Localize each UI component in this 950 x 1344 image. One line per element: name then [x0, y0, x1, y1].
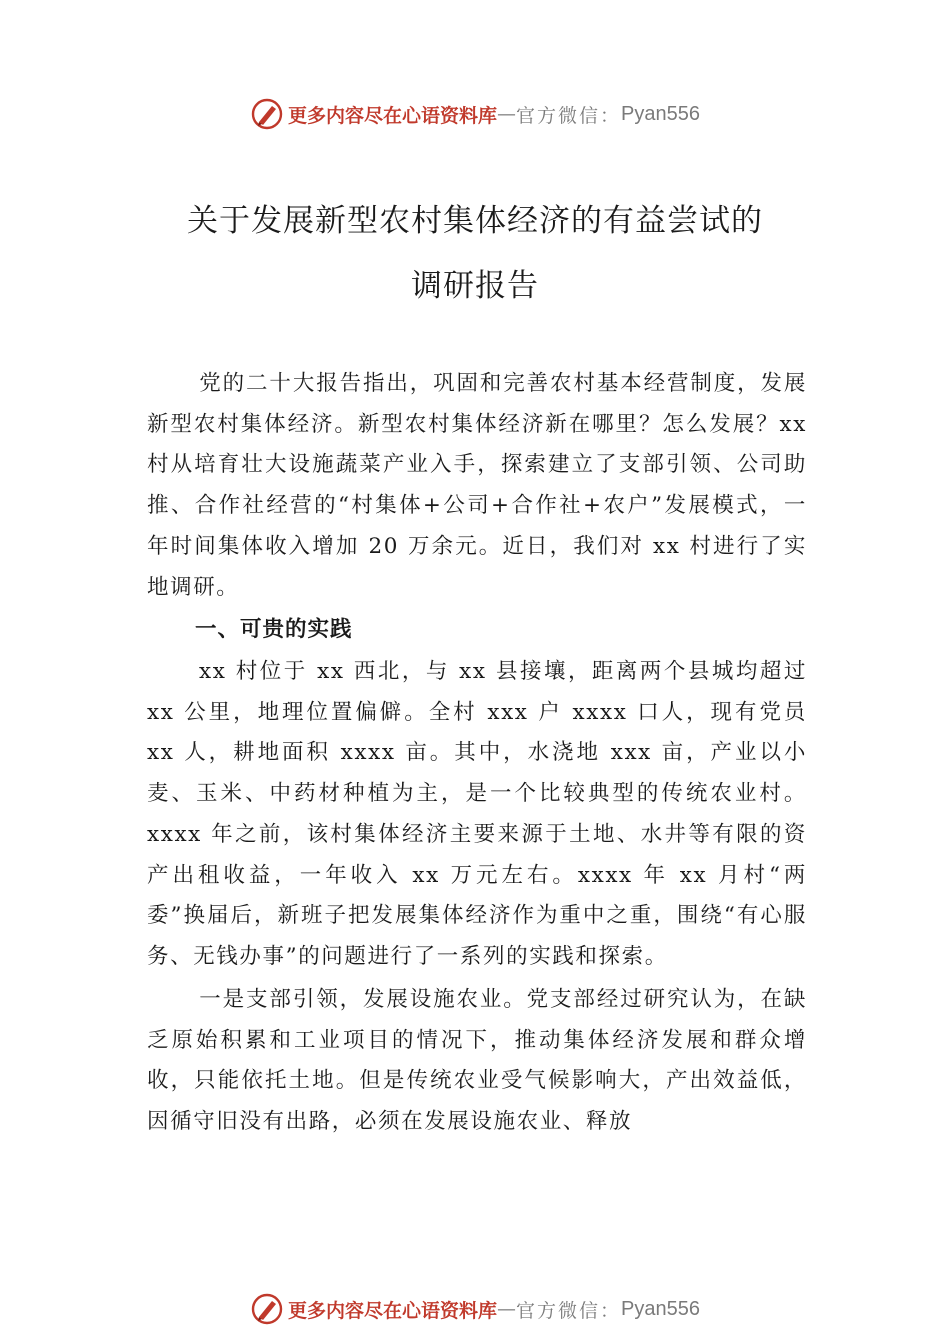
paragraph-village-profile-text: xx 村位于 xx 西北，与 xx 县接壤，距离两个县城均超过 xx 公里，地理位置偏僻。全村 xxx 户 xxxx 口人，现有党员 xx 人，耕地面积 xxxx 亩。其中，水浇地 xxx 亩，产业以小麦、玉米、中药材种植为主，是一个比较典型的传统农业村。xxxx 年之前，该村集体经济主要来源于土地、水井等有限的资产出租收益，一年收入 xx 万元左右。xxxx 年 xx 月村“两委”换届后，新班子把发展集体经济作为重中之重，围绕“有心服务、无钱办事”的问题进行了一系列的实践和探索。 [147, 659, 807, 969]
banner-dash: — [497, 103, 517, 125]
document-title-line-1: 关于发展新型农村集体经济的有益尝试的 [187, 203, 763, 239]
banner-wechat-id: Pyan556 [621, 102, 700, 125]
banner-wechat-label: 官方微信： [516, 104, 622, 127]
pen-logo-icon [250, 1292, 284, 1326]
banner-wechat-id: Pyan556 [621, 1297, 700, 1320]
paragraph-branch-leadership-text: 一是支部引领，发展设施农业。党支部经过研究认为，在缺乏原始积累和工业项目的情况下，推动集体经济发展和群众增收，只能依托土地。但是传统农业受气候影响大，产出效益低，因循守旧没有出路，必须在发展设施农业、释放 [147, 987, 807, 1135]
banner-library-text: 更多内容尽在心语资料库 [288, 1299, 498, 1322]
banner-wechat-label: 官方微信： [516, 1299, 622, 1322]
paragraph-intro [147, 364, 807, 608]
section-heading-1: 一、可贵的实践 [195, 617, 353, 642]
banner-dash: — [497, 1298, 517, 1320]
header-watermark-banner [0, 96, 950, 132]
footer-watermark-banner [0, 1291, 950, 1327]
paragraph-village-profile [147, 652, 807, 978]
paragraph-branch-leadership [147, 980, 807, 1143]
banner-library-text: 更多内容尽在心语资料库 [288, 104, 498, 127]
pen-logo-icon [250, 97, 284, 131]
document-title-line-2: 调研报告 [411, 268, 539, 304]
paragraph-intro-text: 党的二十大报告指出，巩固和完善农村基本经营制度，发展新型农村集体经济。新型农村集体经济新在哪里？怎么发展？xx 村从培育壮大设施蔬菜产业入手，探索建立了支部引领、公司助推、合作社经营的“村集体+公司+合作社+农户”发展模式，一年时间集体收入增加 20 万余元。近日，我们对 xx 村进行了实地调研。 [147, 371, 807, 600]
